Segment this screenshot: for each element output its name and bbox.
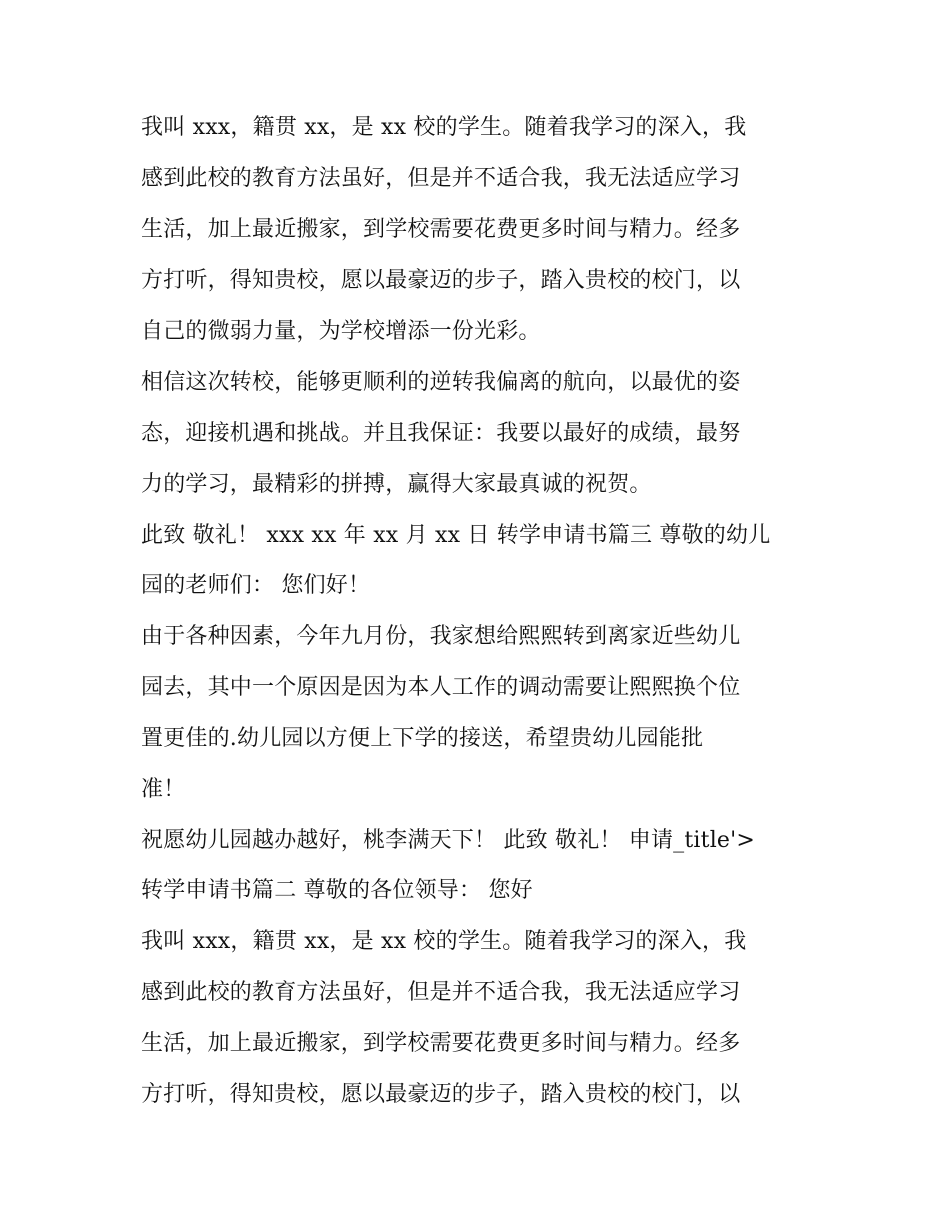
- text-line: 方打听，得知贵校，愿以最豪迈的步子，踏入贵校的校门，以: [141, 268, 741, 293]
- text-line: 转学申请书篇二 尊敬的各位领导： 您好: [141, 878, 533, 903]
- text-line: 力的学习，最精彩的拼搏，赢得大家最真诚的祝贺。: [141, 472, 652, 497]
- text-line: 自己的微弱力量，为学校增添一份光彩。: [141, 319, 541, 344]
- text-line: 生活，加上最近搬家，到学校需要花费更多时间与精力。经多: [141, 217, 741, 242]
- text-line: 相信这次转校，能够更顺利的逆转我偏离的航向，以最优的姿: [141, 370, 741, 395]
- text-line: 准！: [141, 777, 186, 802]
- text-line: 由于各种因素，今年九月份，我家想给熙熙转到离家近些幼儿: [141, 624, 741, 649]
- text-line: 我叫 xxx，籍贯 xx，是 xx 校的学生。随着我学习的深入，我: [141, 929, 747, 954]
- text-line: 园的老师们： 您们好！: [141, 573, 371, 598]
- text-line: 感到此校的教育方法虽好，但是并不适合我，我无法适应学习: [141, 166, 741, 191]
- text-line: 园去，其中一个原因是因为本人工作的调动需要让熙熙换个位: [141, 675, 741, 700]
- text-line: 方打听，得知贵校，愿以最豪迈的步子，踏入贵校的校门，以: [141, 1082, 741, 1107]
- text-line: 祝愿幼儿园越办越好，桃李满天下！ 此致 敬礼！ 申请_title'>: [141, 828, 756, 853]
- text-line: 此致 敬礼！ xxx xx 年 xx 月 xx 日 转学申请书篇三 尊敬的幼儿: [141, 523, 771, 548]
- text-line: 置更佳的.幼儿园以方便上下学的接送，希望贵幼儿园能批: [141, 726, 704, 751]
- text-line: 我叫 xxx，籍贯 xx，是 xx 校的学生。随着我学习的深入，我: [141, 115, 747, 140]
- text-line: 感到此校的教育方法虽好，但是并不适合我，我无法适应学习: [141, 980, 741, 1005]
- text-line: 生活，加上最近搬家，到学校需要花费更多时间与精力。经多: [141, 1031, 741, 1056]
- text-line: 态，迎接机遇和挑战。并且我保证：我要以最好的成绩，最努: [141, 421, 741, 446]
